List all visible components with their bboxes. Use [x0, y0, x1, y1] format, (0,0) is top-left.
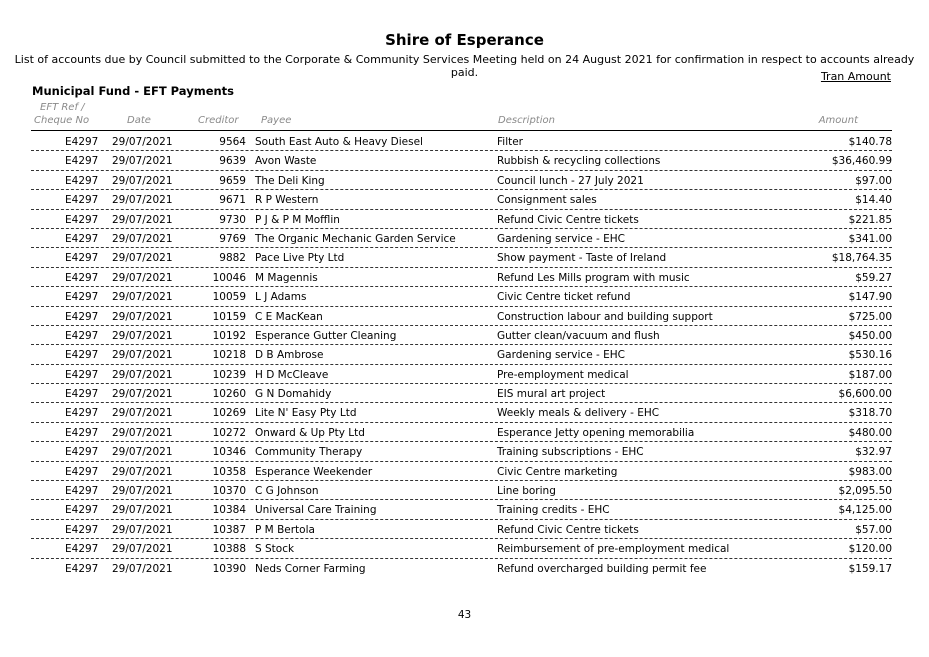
cell-date: 29/07/2021 [112, 252, 173, 265]
cell-creditor: 10388 [212, 543, 246, 556]
payments-table [0, 132, 929, 578]
column-header-cheque-no: Cheque No [34, 115, 90, 126]
cell-date: 29/07/2021 [112, 310, 173, 323]
cell-creditor: 10046 [212, 271, 246, 284]
cell-description: Training subscriptions - EHC [497, 446, 644, 459]
cell-amount: $140.78 [848, 136, 892, 148]
table-row [0, 229, 929, 248]
cell-eft-ref: E4297 [65, 465, 99, 478]
cell-amount: $59.27 [855, 271, 892, 284]
cell-amount: $725.00 [848, 310, 892, 323]
cell-amount: $159.17 [848, 562, 892, 575]
table-row [0, 500, 929, 519]
cell-description: Consignment sales [497, 194, 597, 207]
table-row [0, 326, 929, 345]
cell-date: 29/07/2021 [112, 562, 173, 575]
table-row [0, 171, 929, 190]
page-number: 43 [457, 609, 472, 621]
table-row [0, 559, 929, 578]
cell-description: Reimbursement of pre-employment medical [497, 543, 730, 556]
table-row [0, 190, 929, 209]
cell-date: 29/07/2021 [112, 291, 173, 304]
column-header-amount: Amount [818, 115, 858, 126]
cell-eft-ref: E4297 [65, 562, 99, 575]
cell-description: Rubbish & recycling collections [497, 155, 661, 168]
table-row [0, 345, 929, 364]
cell-payee: Onward & Up Pty Ltd [255, 426, 365, 439]
table-row [0, 462, 929, 481]
cell-creditor: 9882 [219, 252, 246, 265]
cell-amount: $6,600.00 [838, 388, 892, 401]
cell-creditor: 10390 [212, 562, 246, 575]
header-divider [31, 130, 892, 131]
cell-eft-ref: E4297 [65, 504, 99, 517]
cell-date: 29/07/2021 [112, 407, 173, 420]
cell-creditor: 9769 [219, 232, 246, 245]
cell-payee: P M Bertola [255, 523, 315, 536]
cell-amount: $480.00 [848, 426, 892, 439]
cell-creditor: 10387 [212, 523, 246, 536]
table-row [0, 423, 929, 442]
cell-description: Pre-employment medical [497, 368, 629, 381]
cell-date: 29/07/2021 [112, 136, 173, 148]
cell-date: 29/07/2021 [112, 271, 173, 284]
cell-eft-ref: E4297 [65, 485, 99, 498]
cell-date: 29/07/2021 [112, 465, 173, 478]
cell-creditor: 10260 [212, 388, 246, 401]
cell-amount: $97.00 [855, 174, 892, 187]
cell-payee: Lite N' Easy Pty Ltd [255, 407, 357, 420]
cell-eft-ref: E4297 [65, 271, 99, 284]
cell-payee: Esperance Weekender [255, 465, 373, 478]
cell-payee: D B Ambrose [255, 349, 324, 362]
cell-amount: $2,095.50 [838, 485, 892, 498]
cell-date: 29/07/2021 [112, 232, 173, 245]
cell-amount: $36,460.99 [831, 155, 892, 168]
cell-creditor: 10384 [212, 504, 246, 517]
cell-description: Training credits - EHC [497, 504, 610, 517]
cell-creditor: 10239 [212, 368, 246, 381]
cell-creditor: 9659 [219, 174, 246, 187]
cell-payee: G N Domahidy [255, 388, 332, 401]
cell-description: EIS mural art project [497, 388, 606, 401]
table-row [0, 365, 929, 384]
cell-creditor: 10269 [212, 407, 246, 420]
cell-eft-ref: E4297 [65, 310, 99, 323]
column-header-creditor: Creditor [198, 115, 239, 126]
cell-payee: Community Therapy [255, 446, 363, 459]
cell-eft-ref: E4297 [65, 194, 99, 207]
table-row [0, 287, 929, 306]
cell-eft-ref: E4297 [65, 407, 99, 420]
cell-date: 29/07/2021 [112, 485, 173, 498]
column-header-eft-ref: EFT Ref / [40, 102, 85, 113]
cell-date: 29/07/2021 [112, 194, 173, 207]
cell-amount: $187.00 [848, 368, 892, 381]
cell-payee: The Organic Mechanic Garden Service [255, 232, 456, 245]
cell-date: 29/07/2021 [112, 446, 173, 459]
tran-amount-label: Tran Amount [820, 70, 891, 83]
cell-payee: C G Johnson [255, 485, 319, 498]
cell-description: Civic Centre ticket refund [497, 291, 631, 304]
cell-creditor: 9671 [219, 194, 246, 207]
table-row [0, 384, 929, 403]
cell-eft-ref: E4297 [65, 291, 99, 304]
cell-payee: C E MacKean [255, 310, 323, 323]
column-header-date: Date [127, 115, 151, 126]
cell-payee: The Deli King [255, 174, 325, 187]
cell-description: Filter [497, 136, 524, 148]
cell-amount: $32.97 [855, 446, 892, 459]
cell-date: 29/07/2021 [112, 329, 173, 342]
cell-description: Weekly meals & delivery - EHC [497, 407, 660, 420]
cell-date: 29/07/2021 [112, 426, 173, 439]
cell-description: Refund Civic Centre tickets [497, 523, 639, 536]
table-row [0, 481, 929, 500]
cell-creditor: 9639 [219, 155, 246, 168]
cell-payee: P J & P M Mofflin [255, 213, 340, 226]
table-row [0, 210, 929, 229]
cell-creditor: 10272 [212, 426, 246, 439]
cell-payee: Pace Live Pty Ltd [255, 252, 345, 265]
cell-date: 29/07/2021 [112, 504, 173, 517]
cell-description: Line boring [497, 485, 556, 498]
cell-eft-ref: E4297 [65, 136, 99, 148]
cell-date: 29/07/2021 [112, 388, 173, 401]
table-row [0, 248, 929, 267]
cell-date: 29/07/2021 [112, 155, 173, 168]
cell-amount: $450.00 [848, 329, 892, 342]
cell-payee: Avon Waste [255, 155, 317, 168]
cell-payee: S Stock [255, 543, 295, 556]
cell-eft-ref: E4297 [65, 155, 99, 168]
cell-description: Refund Les Mills program with music [497, 271, 690, 284]
cell-date: 29/07/2021 [112, 368, 173, 381]
cell-amount: $4,125.00 [838, 504, 892, 517]
cell-payee: Universal Care Training [255, 504, 377, 517]
cell-amount: $530.16 [848, 349, 892, 362]
cell-payee: Neds Corner Farming [255, 562, 366, 575]
cell-amount: $221.85 [848, 213, 892, 226]
cell-date: 29/07/2021 [112, 174, 173, 187]
cell-amount: $18,764.35 [831, 252, 892, 265]
cell-amount: $57.00 [855, 523, 892, 536]
cell-payee: Esperance Gutter Cleaning [255, 329, 397, 342]
cell-description: Gutter clean/vacuum and flush [497, 329, 660, 342]
table-row [0, 539, 929, 558]
column-header-payee: Payee [261, 115, 292, 126]
cell-eft-ref: E4297 [65, 523, 99, 536]
cell-date: 29/07/2021 [112, 543, 173, 556]
document-subtitle: List of accounts due by Council submitted to the Corporate & Community Services Meeting held on 24 August 2021 for confirmation in respect to accounts already paid. [14, 53, 915, 79]
table-row [0, 307, 929, 326]
cell-amount: $147.90 [848, 291, 892, 304]
fund-title: Municipal Fund - EFT Payments [32, 84, 235, 98]
cell-description: Gardening service - EHC [497, 232, 625, 245]
cell-creditor: 10346 [212, 446, 246, 459]
cell-payee: L J Adams [255, 291, 307, 304]
cell-amount: $120.00 [848, 543, 892, 556]
table-row [0, 151, 929, 170]
cell-eft-ref: E4297 [65, 329, 99, 342]
cell-eft-ref: E4297 [65, 213, 99, 226]
cell-eft-ref: E4297 [65, 232, 99, 245]
cell-creditor: 10192 [212, 329, 246, 342]
cell-payee: M Magennis [255, 271, 318, 284]
cell-description: Council lunch - 27 July 2021 [497, 174, 644, 187]
cell-description: Gardening service - EHC [497, 349, 625, 362]
cell-description: Civic Centre marketing [497, 465, 618, 478]
cell-description: Show payment - Taste of Ireland [497, 252, 667, 265]
cell-amount: $983.00 [848, 465, 892, 478]
cell-payee: H D McCleave [255, 368, 329, 381]
table-row [0, 442, 929, 461]
cell-date: 29/07/2021 [112, 523, 173, 536]
column-header-description: Description [498, 115, 555, 126]
cell-creditor: 10370 [212, 485, 246, 498]
cell-amount: $318.70 [848, 407, 892, 420]
cell-amount: $14.40 [855, 194, 892, 207]
cell-creditor: 9730 [219, 213, 246, 226]
cell-creditor: 10218 [212, 349, 246, 362]
cell-date: 29/07/2021 [112, 213, 173, 226]
table-row [0, 520, 929, 539]
table-row [0, 132, 929, 151]
cell-eft-ref: E4297 [65, 388, 99, 401]
cell-creditor: 10059 [212, 291, 246, 304]
cell-date: 29/07/2021 [112, 349, 173, 362]
cell-eft-ref: E4297 [65, 368, 99, 381]
cell-description: Refund overcharged building permit fee [497, 562, 707, 575]
cell-eft-ref: E4297 [65, 252, 99, 265]
document-title: Shire of Esperance [385, 31, 544, 49]
cell-amount: $341.00 [848, 232, 892, 245]
table-row [0, 268, 929, 287]
cell-description: Esperance Jetty opening memorabilia [497, 426, 695, 439]
cell-description: Construction labour and building support [497, 310, 713, 323]
cell-eft-ref: E4297 [65, 543, 99, 556]
cell-eft-ref: E4297 [65, 426, 99, 439]
table-row [0, 403, 929, 422]
cell-eft-ref: E4297 [65, 446, 99, 459]
cell-payee: R P Western [255, 194, 319, 207]
cell-description: Refund Civic Centre tickets [497, 213, 639, 226]
cell-creditor: 10358 [212, 465, 246, 478]
cell-payee: South East Auto & Heavy Diesel [255, 136, 423, 148]
cell-creditor: 10159 [212, 310, 246, 323]
cell-creditor: 9564 [219, 136, 246, 148]
cell-eft-ref: E4297 [65, 174, 99, 187]
cell-eft-ref: E4297 [65, 349, 99, 362]
